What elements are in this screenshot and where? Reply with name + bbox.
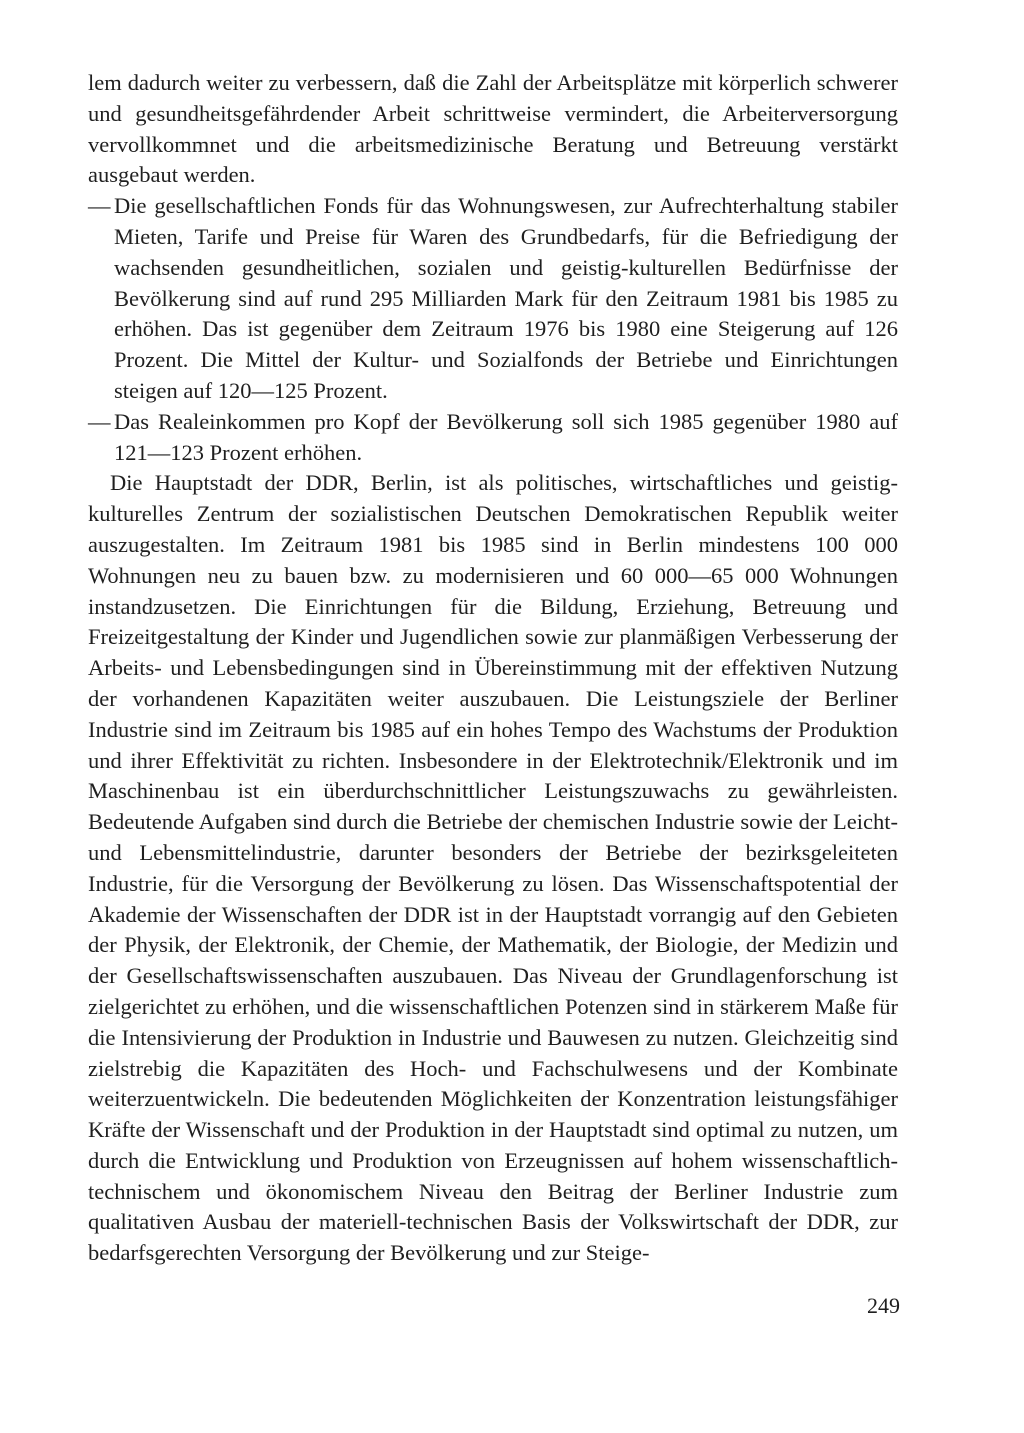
- bullet-item: [88, 191, 898, 407]
- paragraph-berlin: Die Hauptstadt der DDR, Berlin, ist als politisches, wirtschaftliches und geistig-kulturelles Zentrum der sozialistischen Deutschen Demokratischen Republik weiter auszugestalten. Im Zeitraum 1981 bis 1985 sind in Berlin mindestens 100 000 Wohnungen neu zu bauen bzw. zu modernisieren und 60 000—65 000 Wohnungen instandzusetzen. Die Einrichtungen für die Bildung, Erziehung, Betreuung und Freizeitgestaltung der Kinder und Jugendlichen sowie zur planmäßigen Verbesserung der Arbeits- und Lebensbedingungen sind in Übereinstimmung mit der effektiven Nutzung der vorhandenen Kapazitäten weiter auszubauen. Die Leistungsziele der Berliner Industrie sind im Zeitraum bis 1985 auf ein hohes Tempo des Wachstums der Produktion und ihrer Effektivität zu richten. Insbesondere in der Elektrotechnik/Elektronik und im Maschinenbau ist ein überdurchschnittlicher Leistungszuwachs zu gewährleisten. Bedeutende Aufgaben sind durch die Betriebe der chemischen Industrie sowie der Leicht- und Lebensmittelindustrie, darunter besonders der Betriebe der bezirksgeleiteten Industrie, für die Versorgung der Bevölkerung zu lösen. Das Wissenschaftspotential der Akademie der Wissenschaften der DDR ist in der Hauptstadt vorrangig auf den Gebieten der Physik, der Elektronik, der Chemie, der Mathematik, der Biologie, der Medizin und der Gesellschaftswissenschaften auszubauen. Das Niveau der Grundlagenforschung ist zielgerichtet zu erhöhen, und die wissenschaftlichen Potenzen sind in stärkerem Maße für die Intensivierung der Produktion in Industrie und Bauwesen zu nutzen. Gleichzeitig sind zielstrebig die Kapazitäten des Hoch- und Fachschulwesens und der Kombinate weiterzuentwickeln. Die bedeutenden Möglichkeiten der Konzentration leistungsfähiger Kräfte der Wissenschaft und der Produktion in der Hauptstadt sind optimal zu nutzen, um durch die Entwicklung und Produktion von Erzeugnissen auf hohem wissenschaftlich-technischem und ökonomischem Niveau den Beitrag der Berliner Industrie zum qualitativen Ausbau der materiell-technischen Basis der Volkswirtschaft der DDR, zur bedarfsgerechten Versorgung der Bevölkerung und zur Steige-: [88, 470, 898, 1266]
- paragraph-continuation: lem dadurch weiter zu verbessern, daß die Zahl der Arbeitsplätze mit körperlich schwerer und gesundheitsgefährdender Arbeit schrittweise vermindert, die Arbeiterversorgung vervollkommnet und die arbeitsmedizinische Beratung und Betreuung verstärkt ausgebaut werden.: [88, 70, 898, 188]
- bullet-dash: —: [88, 193, 111, 219]
- bullet-dash: —: [88, 408, 111, 434]
- bullet-text: Das Realeinkommen pro Kopf der Bevölkerung soll sich 1985 gegenüber 1980 auf 121—123 Prozent erhöhen.: [114, 408, 898, 465]
- document-page: [88, 68, 898, 1269]
- bullet-item: [88, 407, 898, 469]
- bullet-text: Die gesellschaftlichen Fonds für das Wohnungswesen, zur Aufrechterhaltung stabiler Mieten, Tarife und Preise für Waren des Grundbedarfs, für die Befriedigung der wachsenden gesundheitlichen, sozialen und geistig-kulturellen Bedürfnisse der Bevölkerung sind auf rund 295 Milliarden Mark für den Zeitraum 1981 bis 1985 zu erhöhen. Das ist gegenüber dem Zeitraum 1976 bis 1980 eine Steigerung auf 126 Prozent. Die Mittel der Kultur- und Sozialfonds der Betriebe und Einrichtungen steigen auf 120—125 Prozent.: [114, 193, 898, 403]
- page-number: 249: [867, 1293, 900, 1318]
